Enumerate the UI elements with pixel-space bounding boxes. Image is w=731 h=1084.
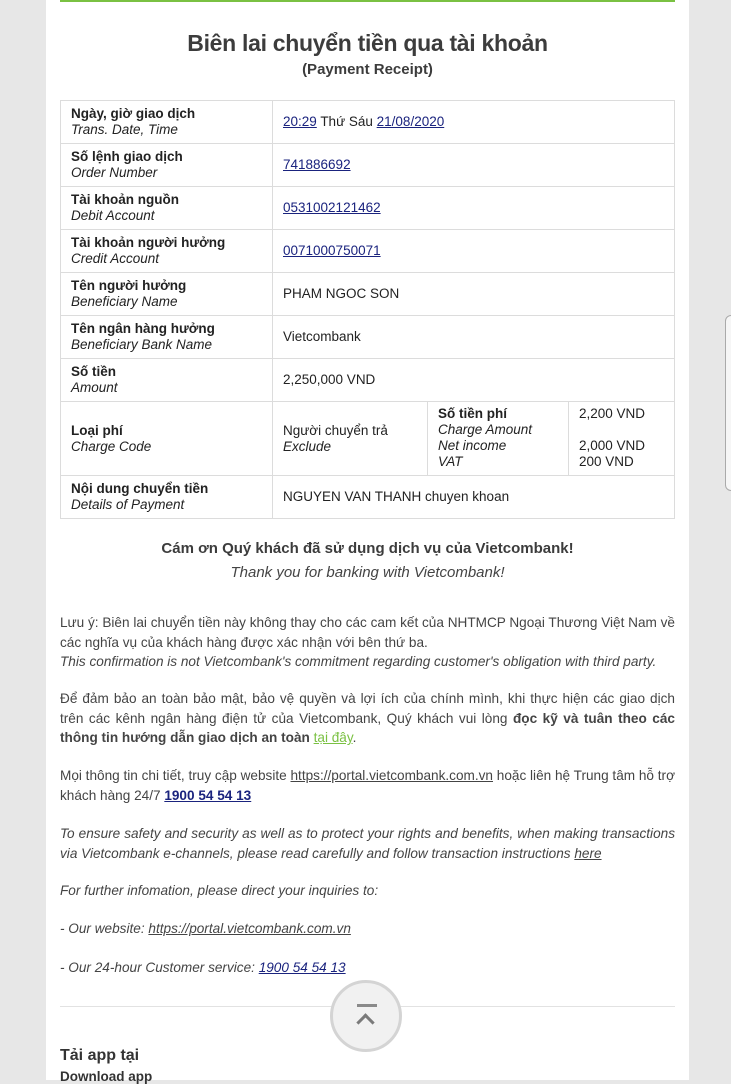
table-row xyxy=(61,359,675,402)
page-title: Biên lai chuyển tiền qua tài khoản xyxy=(187,30,548,56)
accent-bar xyxy=(60,0,675,2)
label-en: Beneficiary Bank Name xyxy=(71,337,213,352)
beneficiary-bank-value: Vietcombank xyxy=(273,316,675,359)
safety-link-vi[interactable]: tại đây xyxy=(313,730,353,745)
label-en: Charge Code xyxy=(71,438,152,454)
edge-panel-handle[interactable] xyxy=(725,315,731,491)
label-vi: Ngày, giờ giao dịch xyxy=(71,106,196,121)
disclaimer-en: This confirmation is not Vietcombank's commitment regarding customer's obligation with third party. xyxy=(60,654,657,669)
thanks-en: Thank you for banking with Vietcombank! xyxy=(230,564,505,581)
table-row xyxy=(61,187,675,230)
receipt-table xyxy=(60,100,675,519)
table-row xyxy=(61,402,675,476)
date-link[interactable]: 21/08/2020 xyxy=(376,114,445,129)
value-cell xyxy=(273,101,675,144)
order-number-link[interactable]: 741886692 xyxy=(283,157,351,172)
safety-notice-vi xyxy=(60,689,675,748)
label-en: Debit Account xyxy=(71,208,155,223)
safety-notice-en xyxy=(60,824,675,863)
value-cell xyxy=(273,230,675,273)
label-vi: Số lệnh giao dịch xyxy=(71,149,183,164)
label-vi: Tài khoản nguồn xyxy=(71,192,179,207)
label-cell xyxy=(61,402,273,476)
table-row xyxy=(61,230,675,273)
value-cell xyxy=(273,187,675,230)
download-app-subtitle: Download app xyxy=(60,1069,153,1084)
table-row xyxy=(61,101,675,144)
label-en: Amount xyxy=(71,380,118,395)
label-vi: Nội dung chuyển tiền xyxy=(71,481,209,496)
page-subtitle: (Payment Receipt) xyxy=(302,61,433,78)
time-link[interactable]: 20:29 xyxy=(283,114,317,129)
info-text: Mọi thông tin chi tiết, truy cập website xyxy=(60,768,291,783)
hotline-link-en[interactable]: 1900 54 54 13 xyxy=(258,960,346,975)
weekday: Thứ Sáu xyxy=(320,114,373,129)
label-en: Order Number xyxy=(71,165,158,180)
details-value: NGUYEN VAN THANH chuyen khoan xyxy=(273,476,675,519)
table-row xyxy=(61,316,675,359)
website-line-en xyxy=(60,919,675,939)
chevron-up-icon xyxy=(356,1013,374,1031)
charge-code-en: Exclude xyxy=(283,438,332,454)
table-row xyxy=(61,273,675,316)
debit-account-link[interactable]: 0531002121462 xyxy=(283,200,381,215)
label-cell xyxy=(61,316,273,359)
disclaimer xyxy=(60,613,675,672)
safety-link-en[interactable]: here xyxy=(574,845,602,861)
label-en: Trans. Date, Time xyxy=(71,122,178,137)
net-income-value: 2,000 VND xyxy=(579,438,646,453)
charge-amount-values xyxy=(569,402,675,476)
scroll-to-top-button[interactable] xyxy=(330,980,402,1052)
charge-amount-labels xyxy=(428,402,569,476)
charge-amount-label-en: Charge Amount xyxy=(438,422,533,437)
safety-period: . xyxy=(352,730,357,745)
value-cell xyxy=(273,144,675,187)
label-en: Credit Account xyxy=(71,251,160,266)
vat-value: 200 VND xyxy=(579,454,634,469)
label-vi: Loại phí xyxy=(71,422,123,438)
charge-amount-label-vi: Số tiền phí xyxy=(438,406,507,421)
label-cell xyxy=(61,101,273,144)
label-vi: Tên người hưởng xyxy=(71,278,187,293)
label-vi: Tên ngân hàng hưởng xyxy=(71,321,215,336)
safety-bold-text: đọc kỹ và tuân theo các thông tin hướng dẫn giao dịch an toàn xyxy=(60,710,675,745)
label-cell xyxy=(61,144,273,187)
website-label: - Our website: xyxy=(60,921,149,936)
label-cell xyxy=(61,359,273,402)
table-row xyxy=(61,476,675,519)
hotline-link-vi[interactable]: 1900 54 54 13 xyxy=(164,787,252,803)
amount-value: 2,250,000 VND xyxy=(273,359,675,402)
label-cell xyxy=(61,230,273,273)
net-income-label: Net income xyxy=(438,438,507,453)
label-cell xyxy=(61,187,273,230)
thanks-vi: Cám ơn Quý khách đã sử dụng dịch vụ của Vietcombank! xyxy=(161,540,574,557)
label-en: Details of Payment xyxy=(71,497,185,512)
website-link-en[interactable]: https://portal.vietcombank.com.vn xyxy=(148,921,351,936)
safety-text-en: To ensure safety and security as well as to protect your rights and benefits, when making transactions via Vietcombank e-channels, please read carefully and follow transaction instructions xyxy=(60,826,675,861)
customer-service-label: - Our 24-hour Customer service: xyxy=(60,960,259,975)
contact-info-vi xyxy=(60,766,675,805)
label-vi: Số tiền xyxy=(71,364,117,379)
label-en: Beneficiary Name xyxy=(71,294,178,309)
vat-label: VAT xyxy=(438,454,463,469)
receipt-card xyxy=(46,0,689,1084)
safety-text: Để đảm bảo an toàn bảo mật, bảo vệ quyền và lợi ích của chính mình, khi thực hiện các giao dịch trên các kênh ngân hàng điện tử của Vietcombank, Quý khách vui lòng xyxy=(60,691,675,726)
download-app-title: Tải app tại xyxy=(60,1047,140,1064)
credit-account-link[interactable]: 0071000750071 xyxy=(283,243,381,258)
beneficiary-name-value: PHAM NGOC SON xyxy=(273,273,675,316)
charge-code-vi: Người chuyển trả xyxy=(283,422,388,438)
disclaimer-vi: Lưu ý: Biên lai chuyển tiền này không thay cho các cam kết của NHTMCP Ngoại Thương Việt Nam về các nghĩa vụ của khách hàng được xác nhận với bên thứ ba. xyxy=(60,615,675,650)
table-row xyxy=(61,144,675,187)
charge-code-cell xyxy=(273,402,428,476)
website-link-vi[interactable]: https://portal.vietcombank.com.vn xyxy=(290,768,493,783)
scroll-top-bar-icon xyxy=(357,1004,377,1007)
further-info-en: For further infomation, please direct your inquiries to: xyxy=(60,883,379,898)
info-text-mid: hoặc liên hệ Trung tâm hỗ trợ khách hàng 24/7 xyxy=(60,768,675,803)
charge-amount-value: 2,200 VND xyxy=(579,406,646,421)
label-cell xyxy=(61,476,273,519)
customer-service-line-en xyxy=(60,958,675,978)
label-vi: Tài khoản người hưởng xyxy=(71,235,226,250)
label-cell xyxy=(61,273,273,316)
